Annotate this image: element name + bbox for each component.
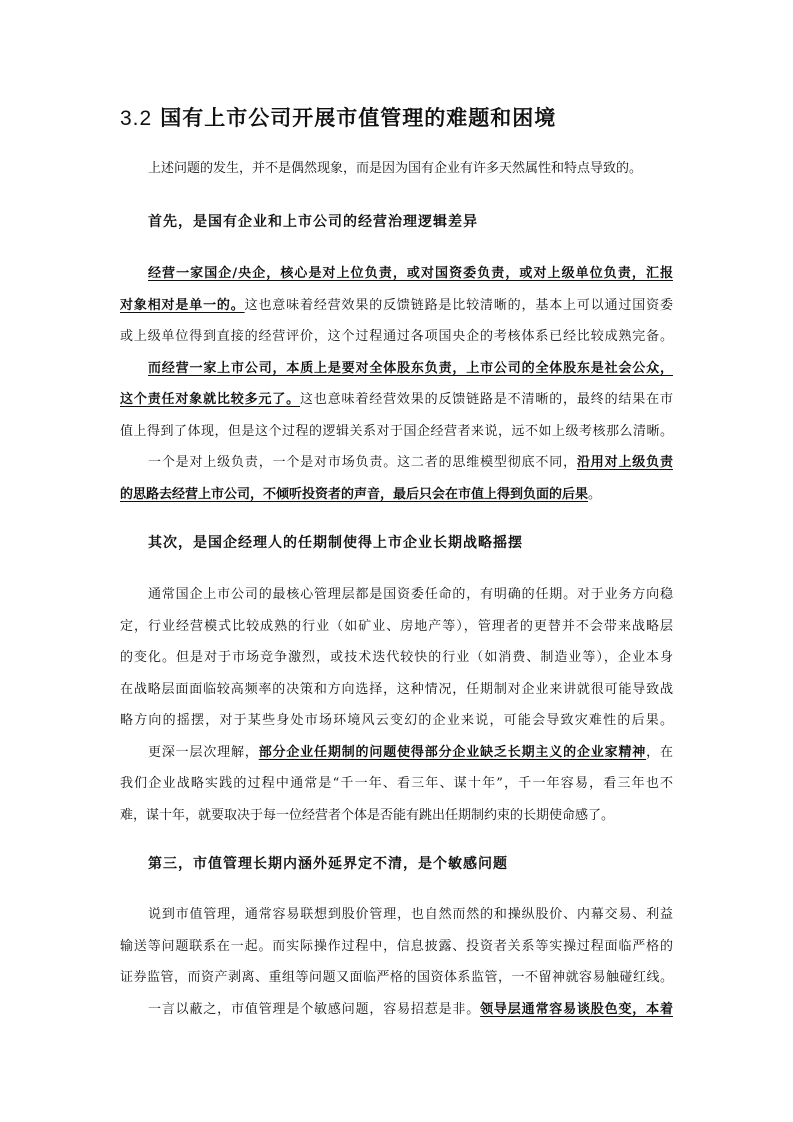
emphasis-text: 这个责任对象就比较多元了。: [120, 392, 300, 407]
body-text: 。: [588, 486, 602, 502]
emphasis-text: 经营一家国企/央企，核心是对上位负责，或对国资委负责，或对上级单位负责，汇报: [148, 266, 673, 281]
emphasis-text: 对象相对是单一的。: [120, 297, 245, 313]
emphasis-text: 部分企业任期制的问题使得部分企业缺乏长期主义的企业家精神: [258, 744, 647, 760]
body-text: 这也意味着经营效果的反馈链路是比较清晰的，基本上可以通过国资委: [244, 297, 673, 313]
paragraph-line: 值上得到了体现，但是这个过程的逻辑关系对于国企经营者来说，远不如上级考核那么清晰。: [120, 423, 673, 439]
paragraph-line: [120, 447, 673, 479]
second-body: [120, 579, 673, 831]
paragraph-line: [120, 353, 673, 385]
paragraph-line: 输送等问题联系在一起。而实际操作过程中，信息披露、投资者关系等实操过程面临严格的: [120, 938, 673, 954]
paragraph-line: 的变化。但是对于市场竞争激烈，或技术迭代较快的行业（如消费、制造业等），企业本身: [120, 650, 673, 665]
first-heading: 首先，是国有企业和上市公司的经营治理逻辑差异: [148, 214, 478, 230]
paragraph-line: 略方向的摇摆，对于某些身处市场环境风云变幻的企业来说，可能会导致灾难性的后果。: [120, 713, 673, 728]
paragraph-line: 在战略层面面临较高频率的决策和方向选择，这种情况，任期制对企业来讲就很可能导致战: [120, 681, 673, 697]
body-text: 一个是对上级负责，一个是对市场负责。这二者的思维模型彻底不同，: [148, 455, 577, 470]
section-heading: [120, 102, 556, 132]
paragraph-line: 我们企业战略实践的过程中通常是“千一年、看三年、谋十年”，千一年容易，看三年也不: [120, 776, 673, 791]
paragraph-line: [120, 737, 673, 769]
section-title: 国有上市公司开展市值管理的难题和困境: [160, 105, 557, 130]
third-heading: 第三，市值管理长期内涵外延界定不清，是个敏感问题: [148, 856, 508, 872]
paragraph-line: 证券监管，而资产剥离、重组等问题又面临严格的国资体系监管，一不留神就容易触碰红线。: [120, 970, 673, 985]
paragraph-line: 通常国企上市公司的最核心管理层都是国资委任命的，有明确的任期。对于业务方向稳: [148, 587, 673, 602]
paragraph-line: [120, 258, 673, 290]
emphasis-text: 的思路去经营上市公司，不倾听投资者的声音，最后只会在市值上得到负面的后果: [120, 486, 589, 502]
emphasis-text: 而经营一家上市公司，本质上是要对全体股东负责，上市公司的全体股东是社会公众，: [148, 360, 673, 376]
paragraph-line: [120, 479, 673, 511]
intro-paragraph: [120, 153, 673, 185]
paragraph-line: 或上级单位得到直接的经营评价，这个过程通过各项国央企的考核体系已经比较成熟完备。: [120, 329, 673, 344]
paragraph-line: [120, 994, 673, 1026]
intro-line: 上述问题的发生，并不是偶然现象，而是因为国有企业有许多天然属性和特点导致的。: [148, 161, 643, 176]
third-body: [120, 899, 673, 1025]
emphasis-text: 领导层通常容易谈股色变，本着: [480, 1001, 673, 1017]
first-body: [120, 258, 673, 510]
body-text: 一言以蔽之，市值管理是个敏感问题，容易招惹是非。: [148, 1001, 481, 1017]
paragraph-line: 说到市值管理，通常容易联想到股价管理，也自然而然的和操纵股价、内幕交易、利益: [148, 907, 673, 922]
paragraph-line: 定，行业经营模式比较成熟的行业（如矿业、房地产等），管理者的更替并不会带来战略层: [120, 618, 673, 634]
body-text: 更深一层次理解，: [148, 744, 259, 760]
section-number: 3.2: [120, 107, 153, 130]
paragraph-line: [120, 384, 673, 416]
second-heading: 其次，是国企经理人的任期制使得上市企业长期战略摇摆: [148, 535, 523, 551]
paragraph-line: 难，谋十年，就要取决于每一位经营者个体是否能有跳出任期制约束的长期使命感了。: [120, 807, 615, 823]
paragraph-line: [120, 290, 673, 322]
emphasis-text: 沿用对上级负责: [576, 455, 673, 470]
body-text: 这也意味着经营效果的反馈链路是不清晰的，最终的结果在市: [300, 392, 673, 407]
body-text: ，在: [646, 744, 673, 760]
